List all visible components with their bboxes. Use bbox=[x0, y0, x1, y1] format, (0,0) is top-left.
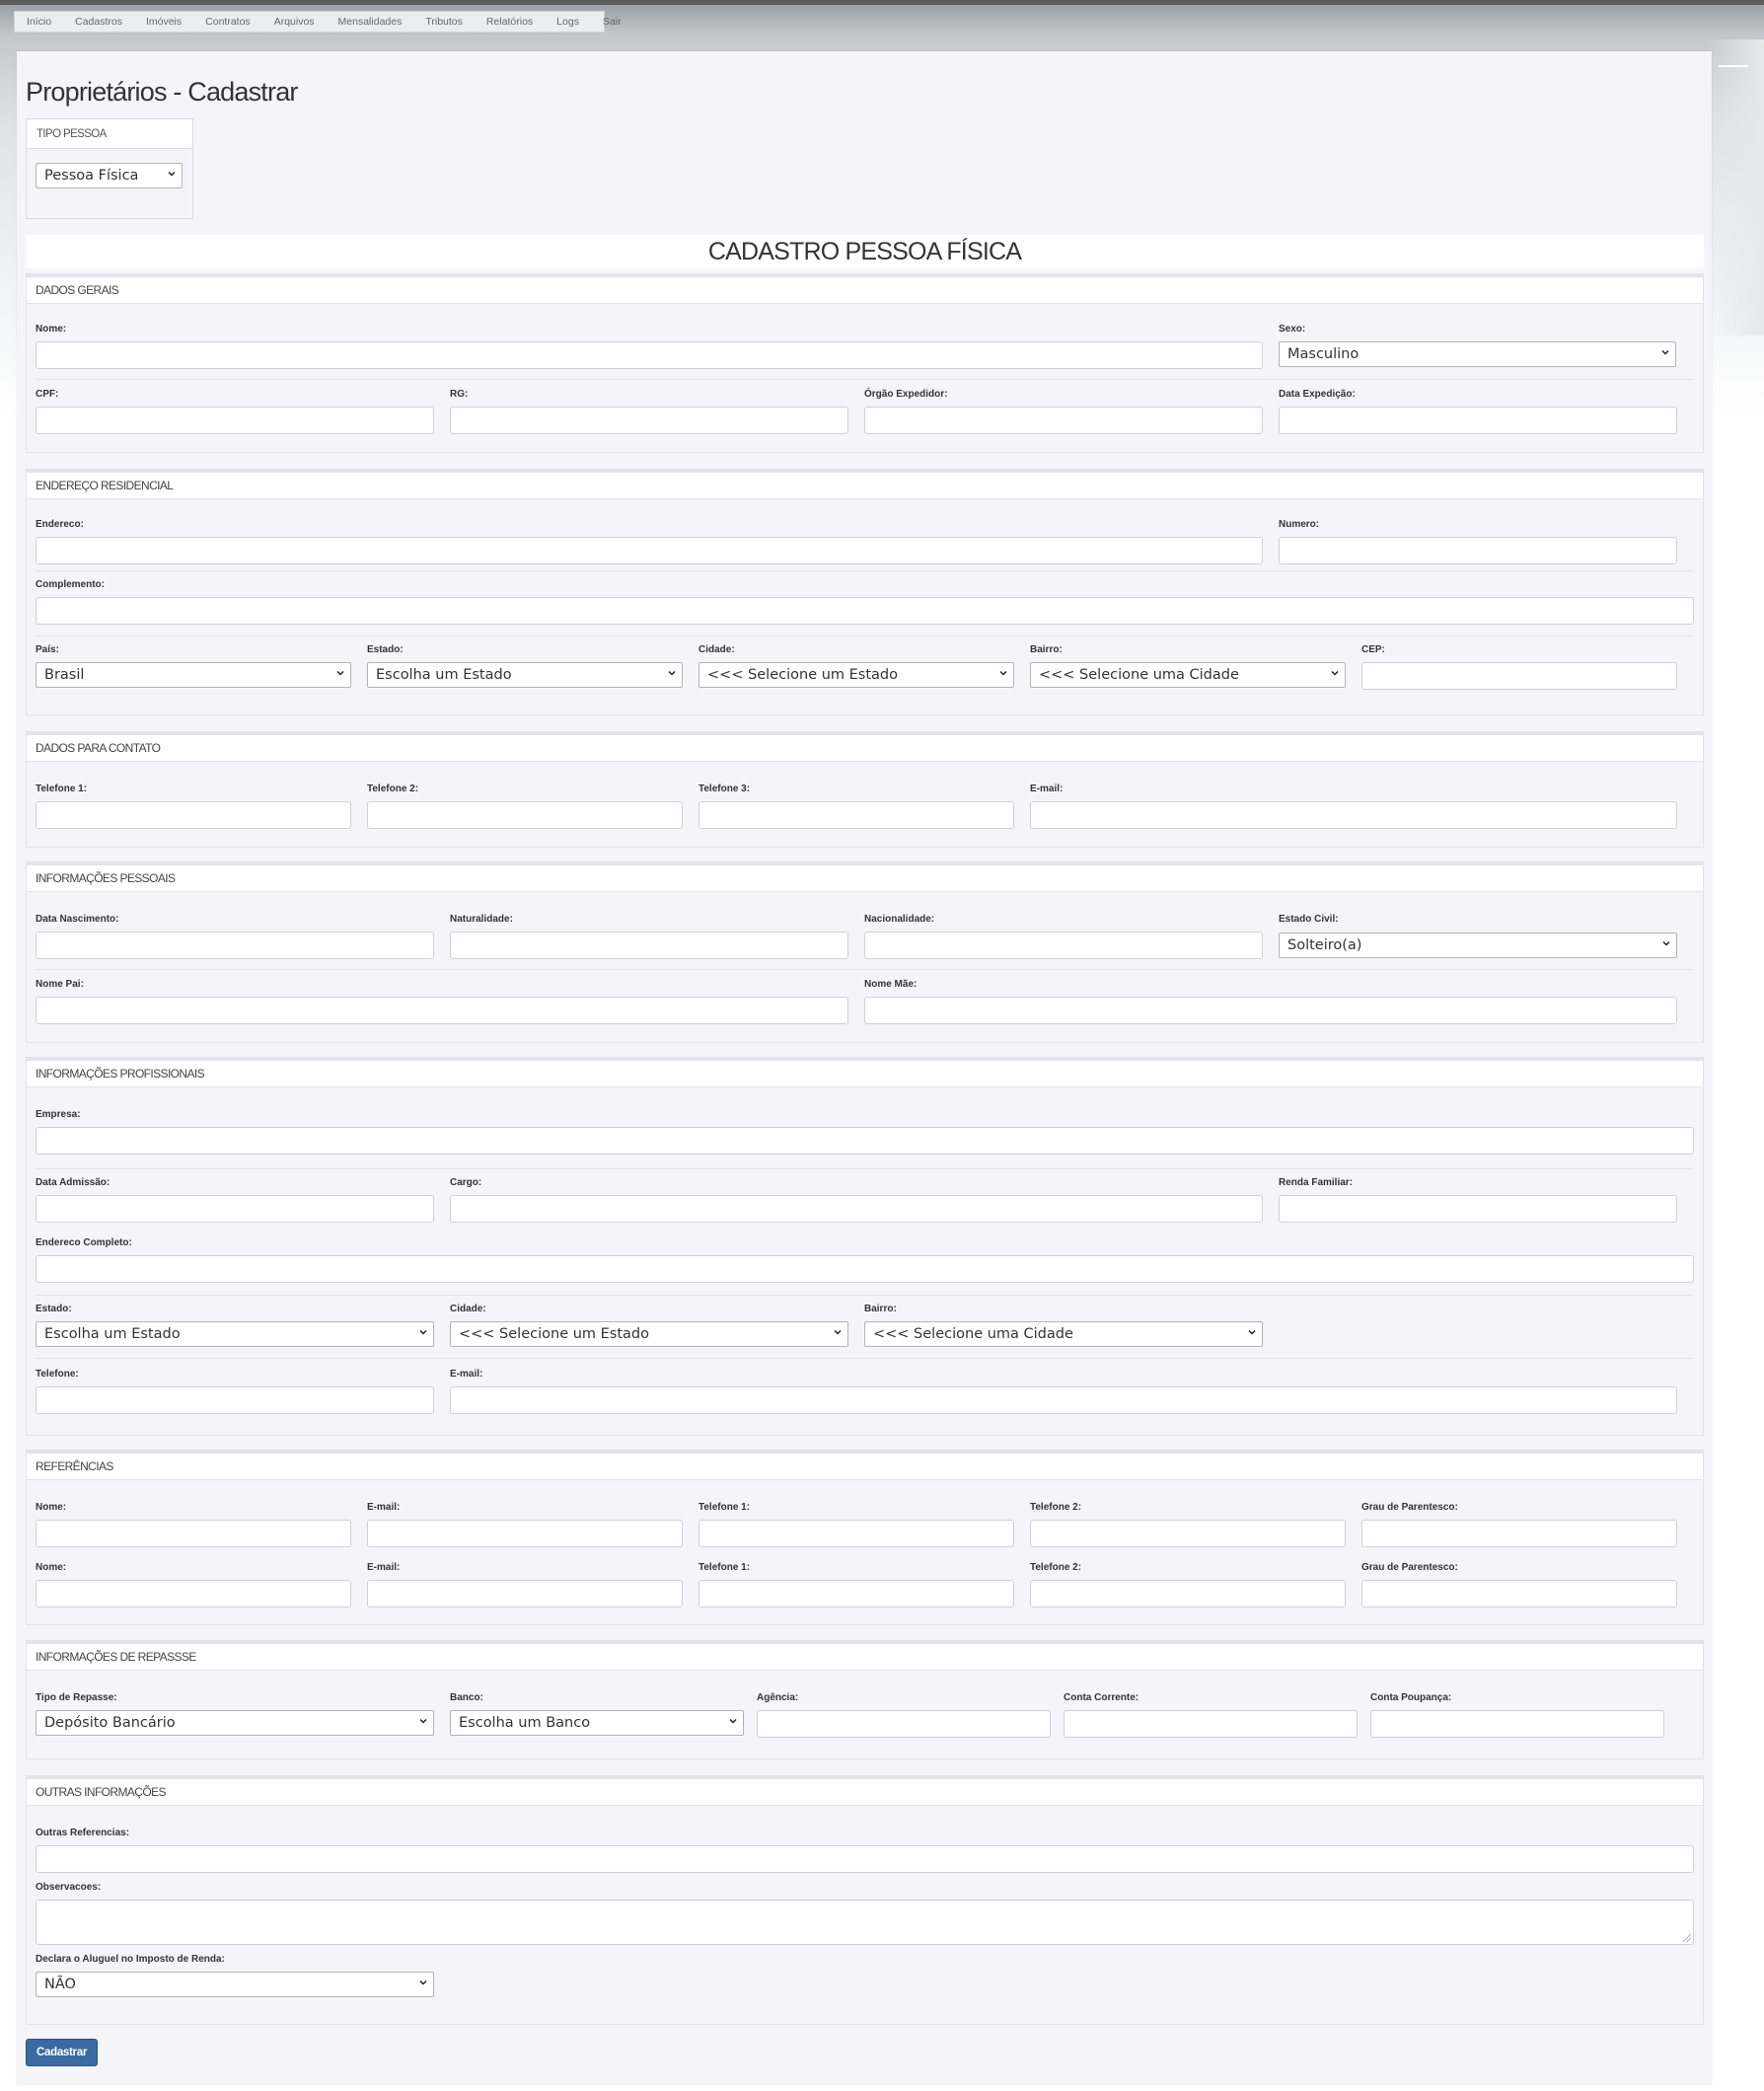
chevron-down-icon bbox=[168, 170, 176, 178]
tipo-pessoa-value: Pessoa Física bbox=[44, 168, 139, 184]
prof-email-input[interactable] bbox=[450, 1386, 1677, 1414]
numero-input[interactable] bbox=[1279, 537, 1677, 564]
label-ref-email: E-mail: bbox=[367, 1562, 401, 1573]
sexo-select[interactable] bbox=[1279, 341, 1676, 367]
label-telefone: Telefone: bbox=[36, 1369, 79, 1380]
panel-title: INFORMAÇÕES PESSOAIS bbox=[27, 862, 1703, 892]
page-title: Proprietários - Cadastrar bbox=[26, 77, 298, 107]
banco-value: Escolha um Banco bbox=[459, 1715, 591, 1731]
endereco-input[interactable] bbox=[36, 537, 1263, 564]
label-empresa: Empresa: bbox=[36, 1109, 81, 1120]
nav-cadastros[interactable]: Cadastros bbox=[75, 16, 122, 28]
nome-input[interactable] bbox=[36, 341, 1263, 369]
label-nacionalidade: Nacionalidade: bbox=[864, 914, 935, 925]
label-cargo: Cargo: bbox=[450, 1177, 482, 1188]
label-nome: Nome: bbox=[36, 324, 67, 335]
label-nome-pai: Nome Pai: bbox=[36, 979, 84, 990]
cpf-input[interactable] bbox=[36, 407, 434, 434]
background-right bbox=[1705, 39, 1764, 336]
label-email: E-mail: bbox=[1030, 784, 1064, 794]
chevron-down-icon bbox=[668, 669, 676, 677]
background-line bbox=[1719, 65, 1748, 67]
label-data-nascimento: Data Nascimento: bbox=[36, 914, 119, 925]
divider bbox=[36, 1358, 1693, 1359]
prof-estado-select[interactable] bbox=[36, 1321, 434, 1347]
estado-select[interactable] bbox=[367, 662, 683, 688]
panel-title: REFERÊNCIAS bbox=[27, 1451, 1703, 1480]
panel-profissionais bbox=[26, 1057, 1704, 1436]
panel-endereco bbox=[26, 469, 1704, 715]
top-nav bbox=[14, 11, 622, 33]
observacoes-textarea[interactable] bbox=[36, 1900, 1694, 1945]
label-declara-aluguel: Declara o Aluguel no Imposto de Renda: bbox=[36, 1954, 225, 1965]
label-telefone-1: Telefone 1: bbox=[36, 784, 88, 794]
label-ref-telefone-1: Telefone 1: bbox=[698, 1562, 751, 1573]
cidade-value: <<< Selecione um Estado bbox=[707, 667, 899, 683]
label-ref-telefone-2: Telefone 2: bbox=[1030, 1502, 1082, 1513]
chevron-down-icon bbox=[1248, 1328, 1256, 1336]
label-naturalidade: Naturalidade: bbox=[450, 914, 513, 925]
empresa-input[interactable] bbox=[36, 1127, 1694, 1155]
rg-input[interactable] bbox=[450, 407, 848, 434]
label-telefone-2: Telefone 2: bbox=[367, 784, 419, 794]
pais-value: Brasil bbox=[44, 667, 85, 683]
panel-referencias bbox=[26, 1450, 1704, 1625]
nav-tributos[interactable]: Tributos bbox=[425, 16, 463, 28]
complemento-input[interactable] bbox=[36, 597, 1694, 625]
pais-select[interactable] bbox=[36, 662, 351, 688]
email-input[interactable] bbox=[1030, 801, 1677, 829]
divider bbox=[36, 1295, 1693, 1296]
chevron-down-icon bbox=[1331, 669, 1339, 677]
prof-cidade-select[interactable] bbox=[450, 1321, 848, 1347]
estado-civil-select[interactable] bbox=[1279, 933, 1677, 958]
tipo-pessoa-label: TIPO PESSOA bbox=[27, 119, 192, 149]
cidade-select[interactable] bbox=[698, 662, 1014, 688]
telefone-1-input[interactable] bbox=[36, 801, 351, 829]
label-email: E-mail: bbox=[450, 1369, 483, 1380]
chevron-down-icon bbox=[729, 1717, 737, 1725]
panel-title: INFORMAÇÕES DE REPASSSE bbox=[27, 1641, 1703, 1671]
label-endereco-completo: Endereco Completo: bbox=[36, 1237, 132, 1248]
divider bbox=[36, 969, 1693, 970]
label-renda-familiar: Renda Familiar: bbox=[1279, 1177, 1354, 1188]
label-estado: Estado: bbox=[36, 1304, 72, 1314]
tipo-pessoa-select[interactable] bbox=[36, 163, 183, 188]
label-tipo-repasse: Tipo de Repasse: bbox=[36, 1692, 117, 1703]
label-ref-telefone-1: Telefone 1: bbox=[698, 1502, 751, 1513]
prof-bairro-value: <<< Selecione uma Cidade bbox=[873, 1326, 1073, 1342]
tipo-pessoa-box bbox=[26, 118, 193, 219]
outras-referencias-input[interactable] bbox=[36, 1845, 1694, 1873]
cep-input[interactable] bbox=[1361, 662, 1677, 690]
conta-poupanca-input[interactable] bbox=[1370, 1710, 1664, 1738]
tipo-repasse-select[interactable] bbox=[36, 1710, 434, 1736]
nav-inicio[interactable]: Início bbox=[27, 16, 52, 28]
label-cpf: CPF: bbox=[36, 389, 59, 400]
ref1-grau-input[interactable] bbox=[1361, 1520, 1677, 1547]
cadastro-title: CADASTRO PESSOA FÍSICA bbox=[26, 235, 1704, 268]
conta-corrente-input[interactable] bbox=[1064, 1710, 1358, 1738]
chevron-down-icon bbox=[1661, 348, 1669, 356]
label-cidade: Cidade: bbox=[450, 1304, 486, 1314]
divider bbox=[36, 570, 1693, 571]
resize-handle-icon[interactable] bbox=[1683, 1934, 1691, 1942]
divider bbox=[36, 379, 1693, 380]
telefone-3-input[interactable] bbox=[698, 801, 1014, 829]
chevron-down-icon bbox=[834, 1328, 842, 1336]
nome-mae-input[interactable] bbox=[864, 997, 1677, 1024]
bairro-select[interactable] bbox=[1030, 662, 1346, 688]
label-ref-grau: Grau de Parentesco: bbox=[1361, 1562, 1458, 1573]
main-content bbox=[17, 51, 1712, 2085]
divider bbox=[36, 635, 1693, 636]
label-ref-nome: Nome: bbox=[36, 1502, 67, 1513]
ref1-telefone-1-input[interactable] bbox=[698, 1520, 1014, 1547]
estado-value: Escolha um Estado bbox=[376, 667, 512, 683]
panel-contato bbox=[26, 731, 1704, 848]
agencia-input[interactable] bbox=[757, 1710, 1051, 1738]
label-estado: Estado: bbox=[367, 644, 404, 655]
prof-cidade-value: <<< Selecione um Estado bbox=[459, 1326, 650, 1342]
label-nome-mae: Nome Mãe: bbox=[864, 979, 918, 990]
label-banco: Banco: bbox=[450, 1692, 483, 1703]
nav-logs[interactable]: Logs bbox=[556, 16, 579, 28]
prof-bairro-select[interactable] bbox=[864, 1321, 1263, 1347]
label-endereco: Endereco: bbox=[36, 519, 84, 530]
chevron-down-icon bbox=[336, 669, 344, 677]
label-conta-poupanca: Conta Poupança: bbox=[1370, 1692, 1452, 1703]
label-rg: RG: bbox=[450, 389, 469, 400]
label-cidade: Cidade: bbox=[698, 644, 735, 655]
label-data-expedicao: Data Expedição: bbox=[1279, 389, 1356, 400]
label-sexo: Sexo: bbox=[1279, 324, 1306, 335]
nav-contratos[interactable]: Contratos bbox=[205, 16, 251, 28]
label-pais: País: bbox=[36, 644, 59, 655]
panel-title: ENDEREÇO RESIDENCIAL bbox=[27, 470, 1703, 499]
tipo-repasse-value: Depósito Bancário bbox=[44, 1715, 176, 1731]
nav-arquivos[interactable]: Arquivos bbox=[273, 16, 315, 28]
ref2-grau-input[interactable] bbox=[1361, 1580, 1677, 1607]
declara-aluguel-value: NÃO bbox=[44, 1977, 76, 1992]
banco-select[interactable] bbox=[450, 1710, 744, 1736]
nome-pai-input[interactable] bbox=[36, 997, 848, 1024]
label-conta-corrente: Conta Corrente: bbox=[1064, 1692, 1139, 1703]
panel-pessoais bbox=[26, 861, 1704, 1043]
data-expedicao-input[interactable] bbox=[1279, 407, 1677, 434]
bairro-value: <<< Selecione uma Cidade bbox=[1039, 667, 1239, 683]
label-data-admissao: Data Admissão: bbox=[36, 1177, 110, 1188]
sexo-value: Masculino bbox=[1287, 346, 1360, 362]
label-ref-email: E-mail: bbox=[367, 1502, 401, 1513]
ref1-nome-input[interactable] bbox=[36, 1520, 351, 1547]
renda-familiar-input[interactable] bbox=[1279, 1195, 1677, 1223]
chevron-down-icon bbox=[999, 669, 1007, 677]
data-admissao-input[interactable] bbox=[36, 1195, 434, 1223]
panel-repasse bbox=[26, 1640, 1704, 1759]
endereco-completo-input[interactable] bbox=[36, 1255, 1694, 1283]
ref2-email-input[interactable] bbox=[367, 1580, 683, 1607]
panel-title: DADOS GERAIS bbox=[27, 274, 1703, 304]
ref2-nome-input[interactable] bbox=[36, 1580, 351, 1607]
panel-title: DADOS PARA CONTATO bbox=[27, 732, 1703, 762]
telefone-2-input[interactable] bbox=[367, 801, 683, 829]
ref2-telefone-1-input[interactable] bbox=[698, 1580, 1014, 1607]
label-ref-grau: Grau de Parentesco: bbox=[1361, 1502, 1458, 1513]
chevron-down-icon bbox=[419, 1717, 427, 1725]
label-outras-referencias: Outras Referencias: bbox=[36, 1828, 130, 1838]
label-telefone-3: Telefone 3: bbox=[698, 784, 751, 794]
label-observacoes: Observacoes: bbox=[36, 1882, 102, 1893]
nav-relatorios[interactable]: Relatórios bbox=[485, 16, 534, 28]
label-numero: Numero: bbox=[1279, 519, 1320, 530]
label-agencia: Agência: bbox=[757, 1692, 799, 1703]
panel-outras bbox=[26, 1775, 1704, 2025]
divider bbox=[36, 1168, 1693, 1169]
chevron-down-icon bbox=[419, 1328, 427, 1336]
chevron-down-icon bbox=[419, 1979, 427, 1986]
data-nascimento-input[interactable] bbox=[36, 932, 434, 959]
declara-aluguel-select[interactable] bbox=[36, 1972, 434, 1997]
label-bairro: Bairro: bbox=[1030, 644, 1063, 655]
cargo-input[interactable] bbox=[450, 1195, 1263, 1223]
label-bairro: Bairro: bbox=[864, 1304, 897, 1314]
panel-title: OUTRAS INFORMAÇÕES bbox=[27, 1776, 1703, 1806]
estado-civil-value: Solteiro(a) bbox=[1287, 937, 1362, 953]
nav-sair[interactable]: Sair bbox=[602, 16, 622, 28]
panel-title: INFORMAÇÕES PROFISSIONAIS bbox=[27, 1058, 1703, 1087]
label-estado-civil: Estado Civil: bbox=[1279, 914, 1339, 925]
panel-dados-gerais bbox=[26, 273, 1704, 453]
label-cep: CEP: bbox=[1361, 644, 1385, 655]
prof-telefone-input[interactable] bbox=[36, 1386, 434, 1414]
ref1-email-input[interactable] bbox=[367, 1520, 683, 1547]
prof-estado-value: Escolha um Estado bbox=[44, 1326, 181, 1342]
label-ref-nome: Nome: bbox=[36, 1562, 67, 1573]
label-complemento: Complemento: bbox=[36, 579, 105, 590]
nav-imoveis[interactable]: Imóveis bbox=[145, 16, 183, 28]
nacionalidade-input[interactable] bbox=[864, 932, 1263, 959]
naturalidade-input[interactable] bbox=[450, 932, 848, 959]
nav-mensalidades[interactable]: Mensalidades bbox=[337, 16, 403, 28]
label-orgao: Órgão Expedidor: bbox=[864, 389, 948, 400]
ref2-telefone-2-input[interactable] bbox=[1030, 1580, 1346, 1607]
ref1-telefone-2-input[interactable] bbox=[1030, 1520, 1346, 1547]
orgao-input[interactable] bbox=[864, 407, 1263, 434]
chevron-down-icon bbox=[1662, 939, 1670, 947]
cadastrar-button[interactable]: Cadastrar bbox=[26, 2039, 98, 2066]
label-ref-telefone-2: Telefone 2: bbox=[1030, 1562, 1082, 1573]
